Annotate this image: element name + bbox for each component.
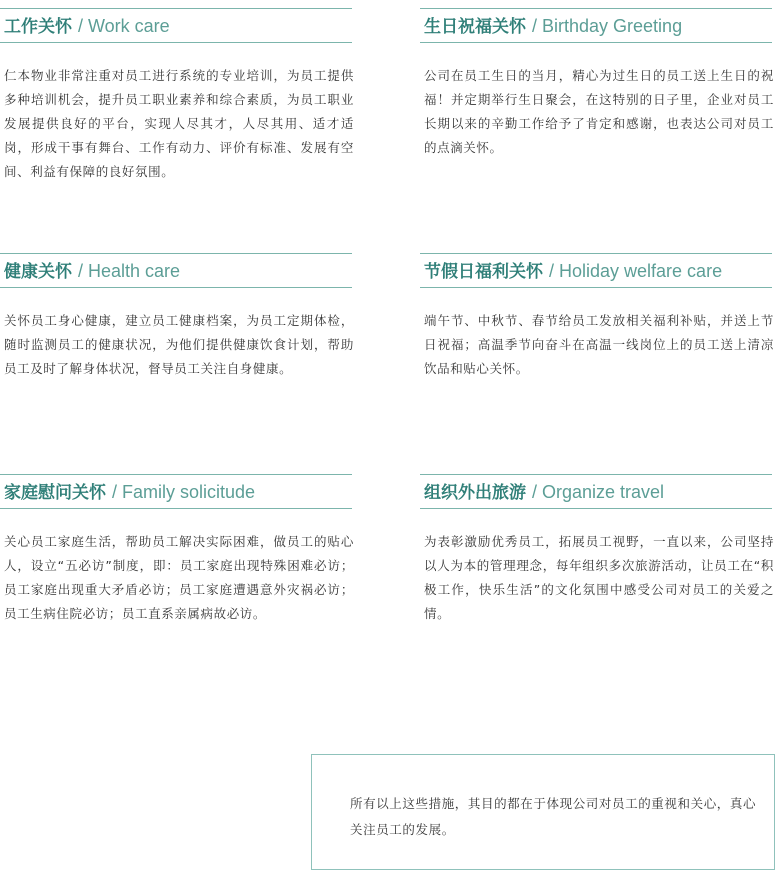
section-heading — [424, 481, 664, 504]
heading-zh: 节假日福利关怀 — [424, 262, 543, 282]
top-divider — [420, 253, 772, 254]
bottom-divider — [420, 42, 772, 43]
summary-note-text: 所有以上这些措施，其目的都在于体现公司对员工的重视和关心，真心关注员工的发展。 — [350, 796, 757, 837]
heading-en: / Family solicitude — [112, 482, 256, 502]
bottom-divider — [0, 508, 352, 509]
top-divider — [420, 8, 772, 9]
heading-en: / Work care — [78, 16, 170, 36]
bottom-divider — [0, 287, 352, 288]
heading-zh: 家庭慰问关怀 — [4, 483, 106, 503]
section-body: 仁本物业非常注重对员工进行系统的专业培训，为员工提供多种培训机会，提升员工职业素养和综合素质，为员工职业发展提供良好的平台，实现人尽其才，人尽其用、适才适岗，形成干事有舞台、工作有动力、评价有标准、发展有空间、利益有保障的良好氛围。 — [4, 68, 354, 179]
section-body: 端午节、中秋节、春节给员工发放相关福利补贴，并送上节日祝福；高温季节向奋斗在高温一线岗位上的员工送上清凉饮品和贴心关怀。 — [424, 313, 774, 376]
bottom-divider — [0, 42, 352, 43]
top-divider — [0, 474, 352, 475]
section-body: 关怀员工身心健康，建立员工健康档案，为员工定期体检，随时监测员工的健康状况，为他们提供健康饮食计划，帮助员工及时了解身体状况，督导员工关注自身健康。 — [4, 313, 354, 376]
heading-en: / Organize travel — [532, 482, 665, 502]
section-heading — [424, 260, 722, 283]
heading-zh: 生日祝福关怀 — [424, 17, 526, 37]
heading-zh: 工作关怀 — [4, 17, 72, 37]
top-divider — [420, 474, 772, 475]
summary-note-box — [311, 754, 775, 870]
section-heading — [4, 15, 170, 38]
section-heading — [424, 15, 682, 38]
heading-zh: 组织外出旅游 — [424, 483, 526, 503]
top-divider — [0, 253, 352, 254]
bottom-divider — [420, 287, 772, 288]
section-heading — [4, 481, 255, 504]
section-body: 关心员工家庭生活，帮助员工解决实际困难，做员工的贴心人，设立“五必访”制度，即：员工家庭出现特殊困难必访；员工家庭出现重大矛盾必访；员工家庭遭遇意外灾祸必访；员工生病住院必访；员工直系亲属病故必访。 — [4, 534, 354, 621]
top-divider — [0, 8, 352, 9]
bottom-divider — [420, 508, 772, 509]
heading-zh: 健康关怀 — [4, 262, 72, 282]
section-body: 公司在员工生日的当月，精心为过生日的员工送上生日的祝福！并定期举行生日聚会，在这特别的日子里，企业对员工长期以来的辛勤工作给予了肯定和感谢，也表达公司对员工的点滴关怀。 — [424, 68, 774, 155]
heading-en: / Holiday welfare care — [549, 261, 723, 281]
section-body: 为表彰激励优秀员工，拓展员工视野，一直以来，公司坚持以人为本的管理理念，每年组织多次旅游活动，让员工在“积极工作，快乐生活”的文化氛围中感受公司对员工的关爱之情。 — [424, 534, 774, 621]
section-heading — [4, 260, 180, 283]
heading-en: / Birthday Greeting — [532, 16, 683, 36]
heading-en: / Health care — [78, 261, 181, 281]
